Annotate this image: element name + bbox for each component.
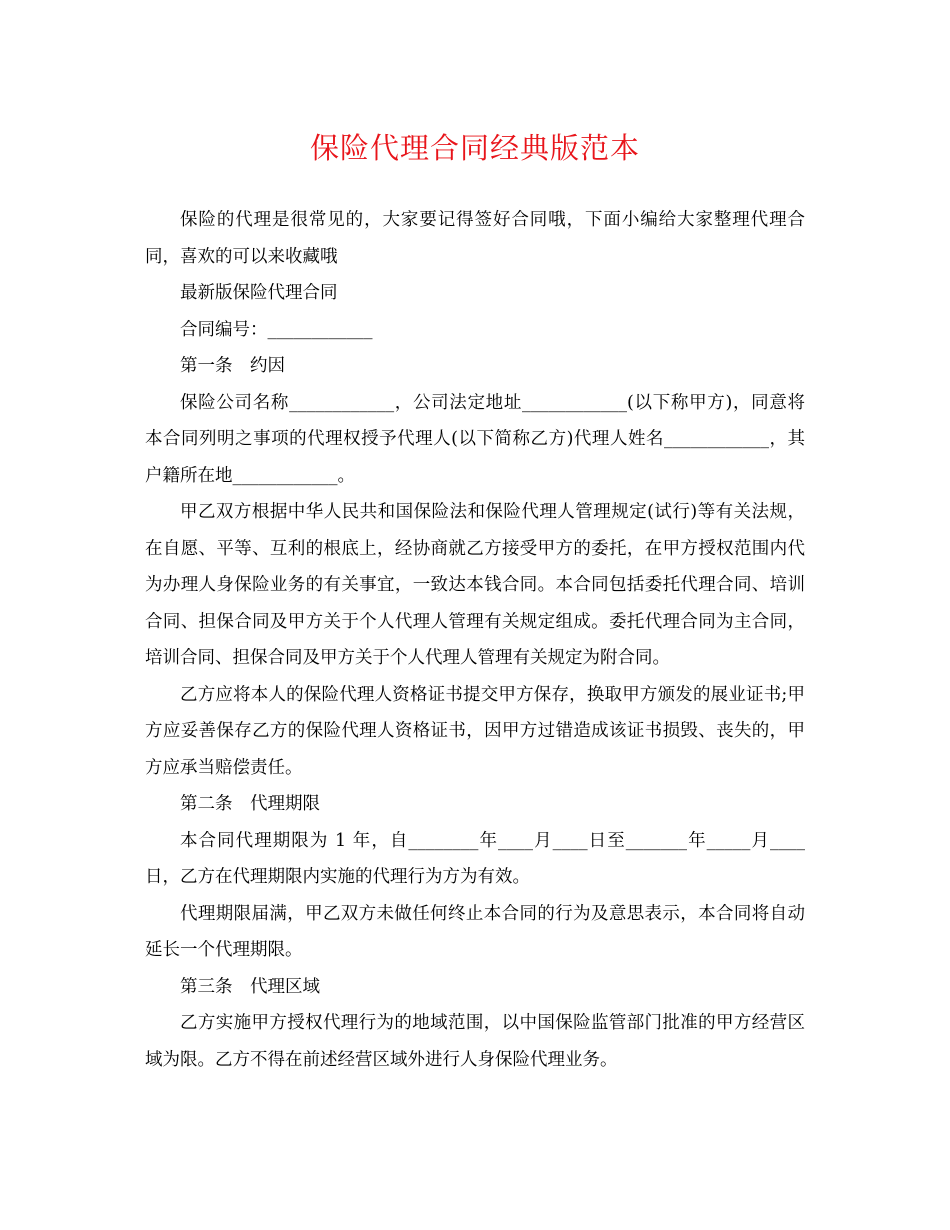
document-body xyxy=(145,202,805,1078)
subtitle-paragraph: 最新版保险代理合同 xyxy=(180,283,338,303)
contract-number-line: 合同编号：____________ xyxy=(180,319,373,340)
document-title: 保险代理合同经典版范本 xyxy=(309,131,640,165)
renewal-paragraph: 代理期限届满，甲乙双方未做任何终止本合同的行为及意思表示，本合同将自动延长一个代理期限。 xyxy=(145,903,805,960)
article-1-heading: 第一条 约因 xyxy=(180,356,285,376)
article-3-heading: 第三条 代理区域 xyxy=(180,976,320,997)
basis-paragraph: 甲乙双方根据中华人民共和国保险法和保险代理人管理规定(试行)等有关法规，在自愿、平等、互利的根底上，经协商就乙方接受甲方的委托，在甲方授权范围内代为办理人身保险业务的有关事宜，一致达本钱合同。本合同包括委托代理合同、培训合同、担保合同及甲方关于个人代理人管理有关规定组成。委托代理合同为主合同，培训合同、担保合同及甲方关于个人代理人管理有关规定为附合同。 xyxy=(145,502,805,668)
article-2-heading: 第二条 代理期限 xyxy=(180,794,320,814)
region-paragraph: 乙方实施甲方授权代理行为的地域范围，以中国保险监管部门批准的甲方经营区域为限。乙方不得在前述经营区域外进行人身保险代理业务。 xyxy=(145,1013,805,1070)
term-paragraph: 本合同代理期限为 1 年，自________年____月____日至_______年_____月____日，乙方在代理期限内实施的代理行为方为有效。 xyxy=(145,830,805,887)
intro-paragraph: 保险的代理是很常见的，大家要记得签好合同哦，下面小编给大家整理代理合同，喜欢的可以来收藏哦 xyxy=(145,210,805,267)
parties-paragraph: 保险公司名称____________，公司法定地址____________(以下称甲方)，同意将本合同列明之事项的代理权授予代理人(以下简称乙方)代理人姓名____________，其户籍所在地____________。 xyxy=(145,392,805,486)
certificate-paragraph: 乙方应将本人的保险代理人资格证书提交甲方保存，换取甲方颁发的展业证书;甲方应妥善保存乙方的保险代理人资格证书，因甲方过错造成该证书损毁、丧失的，甲方应承当赔偿责任。 xyxy=(145,684,805,778)
